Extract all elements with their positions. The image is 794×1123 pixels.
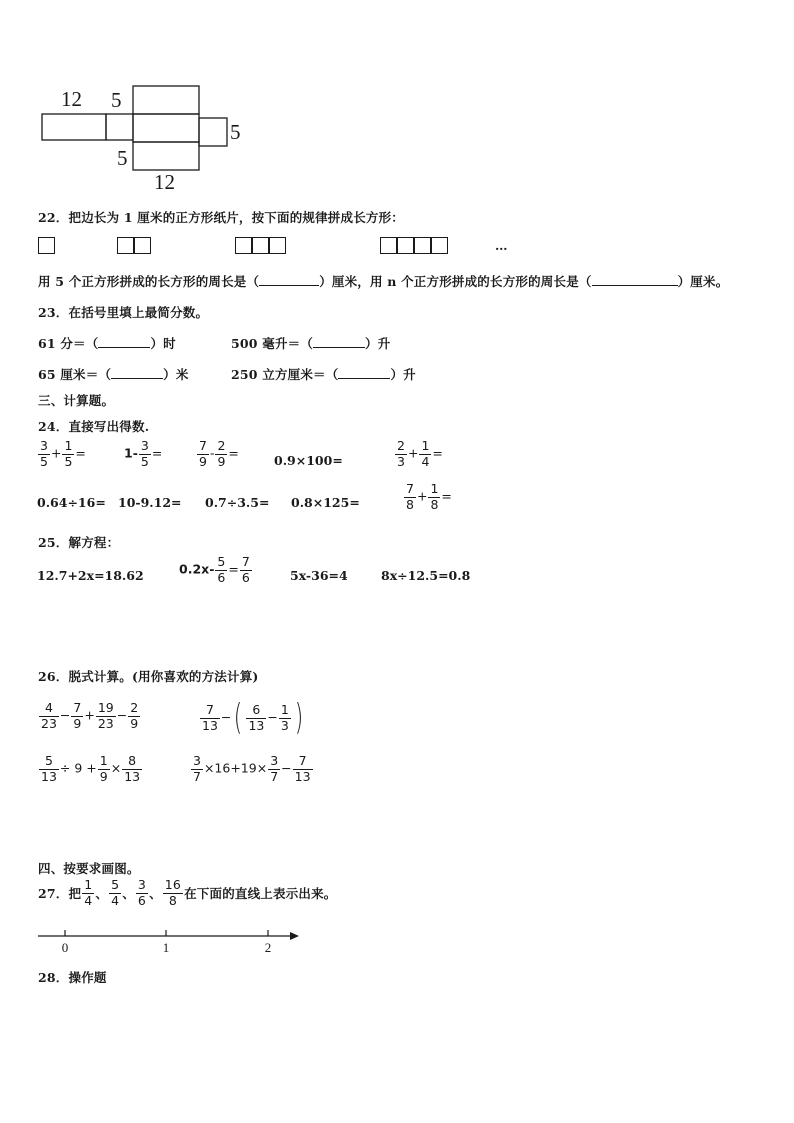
fraction: $\frac{7}{8}$: [406, 481, 414, 512]
left-parenthesis: (: [234, 697, 243, 738]
q26-expr-2: $\frac{7}{13}$ −( $\frac{6}{13}$ − $\frac{1}{3}$ ): [202, 697, 304, 738]
q25-equation-2: 0.2x- $\frac{5}{6}$ = $\frac{7}{6}$: [179, 554, 250, 585]
fraction: $\frac{3}{7}$: [193, 753, 201, 784]
q25-equation-4: 8x÷12.5=0.8: [381, 568, 471, 583]
q23-item-2-left: 500 毫升＝（: [231, 336, 314, 351]
answer-blank[interactable]: [111, 368, 163, 379]
q25-equation-3: 5x-36=4: [290, 568, 348, 583]
tick-label-2: 2: [264, 940, 272, 955]
net-side-face: [106, 114, 133, 140]
q27-prefix: 27．把: [38, 886, 82, 901]
q24-expr-9: 0.8×125=: [291, 495, 360, 510]
square: [38, 237, 55, 254]
q24-expr-1: $\frac{3}{5}$ + $\frac{1}{5}$ =: [40, 438, 86, 469]
q22-question-line: [38, 272, 728, 290]
q24-title: 24．直接写出得数.: [38, 419, 150, 434]
answer-blank[interactable]: [338, 368, 390, 379]
q23-item-4-right: ）升: [390, 367, 416, 382]
fraction: $\frac{2}{9}$: [217, 438, 226, 469]
net-bottom-face: [133, 142, 199, 170]
fraction: $\frac{1}{4}$: [84, 877, 93, 908]
net-right-face: [199, 118, 227, 146]
net-label-5-bottom: 5: [117, 146, 128, 170]
q24-expr-5: $\frac{2}{3}$ + $\frac{1}{4}$ =: [397, 438, 443, 469]
net-label-12-bottom: 12: [154, 170, 175, 194]
section-4-heading: 四、按要求画图。: [38, 861, 140, 876]
q24-expr-3: $\frac{7}{9}$ - $\frac{2}{9}$ =: [199, 438, 239, 469]
net-left-face: [42, 114, 106, 140]
q23-item-4-left: 250 立方厘米＝（: [231, 367, 339, 382]
tick-label-0: 0: [61, 940, 69, 955]
q23-item-3-left: 65 厘米＝（: [38, 367, 112, 382]
fraction: $\frac{5}{6}$: [217, 554, 226, 585]
square: [414, 237, 431, 254]
square-pattern-2: [117, 237, 157, 255]
q24-expr-7: 10-9.12=: [118, 495, 182, 510]
q23-item-1-right: ）时: [150, 336, 176, 351]
square: [269, 237, 286, 254]
fraction: $\frac{3}{5}$: [40, 438, 48, 469]
q25-equation-1: 12.7+2x=18.62: [37, 568, 144, 583]
q23-item-2: [231, 334, 390, 352]
q22-text-part3: ）厘米。: [677, 274, 729, 289]
section-3-heading: 三、计算题。: [38, 393, 115, 408]
q23-item-2-right: ）升: [365, 336, 391, 351]
fraction: $\frac{1}{8}$: [430, 481, 439, 512]
fraction: $\frac{5}{4}$: [111, 877, 120, 908]
q23-item-1-left: 61 分＝（: [38, 336, 99, 351]
square: [134, 237, 151, 254]
fraction: $\frac{19}{23}$: [97, 700, 114, 731]
q28-title: 28．操作题: [38, 970, 107, 985]
net-label-12-top: 12: [61, 87, 82, 111]
q24-expr-8: 0.7÷3.5=: [205, 495, 270, 510]
q24-expr-10: $\frac{7}{8}$ + $\frac{1}{8}$ =: [406, 481, 452, 512]
square: [252, 237, 269, 254]
q23-title: 23．在括号里填上最简分数。: [38, 305, 209, 320]
square-pattern-1: [38, 237, 58, 255]
square: [117, 237, 134, 254]
q26-expr-3: $\frac{5}{13}$ ÷ 9 + $\frac{1}{9}$ × $\frac{8}{13}$: [41, 753, 141, 784]
q24-expr-2: 1- $\frac{3}{5}$ =: [124, 438, 163, 469]
q23-item-3-right: ）米: [163, 367, 189, 382]
fraction: $\frac{7}{9}$: [73, 700, 82, 731]
fraction: $\frac{7}{13}$: [294, 753, 311, 784]
q23-item-4: [231, 365, 416, 383]
number-line: [38, 925, 303, 959]
q26-title: 26．脱式计算。(用你喜欢的方法计算): [38, 669, 259, 684]
net-label-5-right: 5: [230, 120, 241, 144]
q24-expr-6: 0.64÷16=: [37, 495, 106, 510]
q26-expr-1: $\frac{4}{23}$ − $\frac{7}{9}$ + $\frac{19}{23}$ − $\frac{2}{9}$: [41, 700, 139, 731]
fraction: $\frac{16}{8}$: [164, 877, 182, 908]
fraction: $\frac{2}{3}$: [397, 438, 405, 469]
fraction: $\frac{1}{4}$: [421, 438, 430, 469]
tick-label-1: 1: [162, 940, 170, 955]
q25-title: 25．解方程：: [38, 535, 120, 550]
q24-expr-4: 0.9×100=: [274, 453, 343, 468]
q23-item-1: [38, 334, 176, 352]
net-top-face: [133, 86, 199, 114]
q23-item-3: [38, 365, 189, 383]
fraction: $\frac{6}{13}$: [248, 702, 265, 733]
fraction: $\frac{5}{13}$: [41, 753, 57, 784]
square: [431, 237, 448, 254]
q26-expr-4: $\frac{3}{7}$ ×16+19× $\frac{3}{7}$ − $\frac{7}{13}$: [193, 753, 311, 784]
q22-title: 22．把边长为 1 厘米的正方形纸片，按下面的规律拼成长方形：: [38, 210, 404, 225]
fraction: $\frac{1}{9}$: [99, 753, 108, 784]
q27-question: 27．把 $\frac{1}{4}$ 、 $\frac{5}{4}$ 、 $\frac{3}{6}$ 、 $\frac{16}{8}$ 在下面的直线上表示出来。: [38, 877, 337, 908]
fraction: $\frac{1}{5}$: [64, 438, 73, 469]
answer-blank[interactable]: [98, 337, 150, 348]
fraction: $\frac{1}{3}$: [280, 702, 289, 733]
net-front-face: [133, 114, 199, 142]
pattern-ellipsis: …: [495, 238, 508, 253]
net-label-5-top: 5: [111, 88, 122, 112]
fraction: $\frac{3}{7}$: [270, 753, 279, 784]
square: [380, 237, 397, 254]
q22-text-part1: 用 5 个正方形拼成的长方形的周长是（: [38, 274, 260, 289]
square-pattern-3: [235, 237, 291, 255]
square: [235, 237, 252, 254]
q27-suffix: 在下面的直线上表示出来。: [184, 886, 337, 901]
fraction: $\frac{4}{23}$: [41, 700, 57, 731]
answer-blank-n-squares[interactable]: [592, 275, 678, 286]
fraction: $\frac{3}{6}$: [137, 877, 147, 908]
square: [397, 237, 414, 254]
fraction: $\frac{2}{9}$: [130, 700, 139, 731]
square-pattern-4: [380, 237, 454, 255]
fraction: $\frac{8}{13}$: [124, 753, 141, 784]
fraction: $\frac{7}{9}$: [199, 438, 207, 469]
fraction: $\frac{7}{13}$: [202, 702, 218, 733]
q22-text-part2: ）厘米，用 n 个正方形拼成的长方形的周长是（: [319, 274, 592, 289]
number-line-arrow: [290, 932, 299, 940]
answer-blank-5-squares[interactable]: [259, 275, 319, 286]
fraction: $\frac{7}{6}$: [241, 554, 250, 585]
right-parenthesis: ): [294, 697, 304, 738]
cuboid-net-diagram: [30, 80, 260, 200]
answer-blank[interactable]: [313, 337, 365, 348]
fraction: $\frac{3}{5}$: [140, 438, 149, 469]
